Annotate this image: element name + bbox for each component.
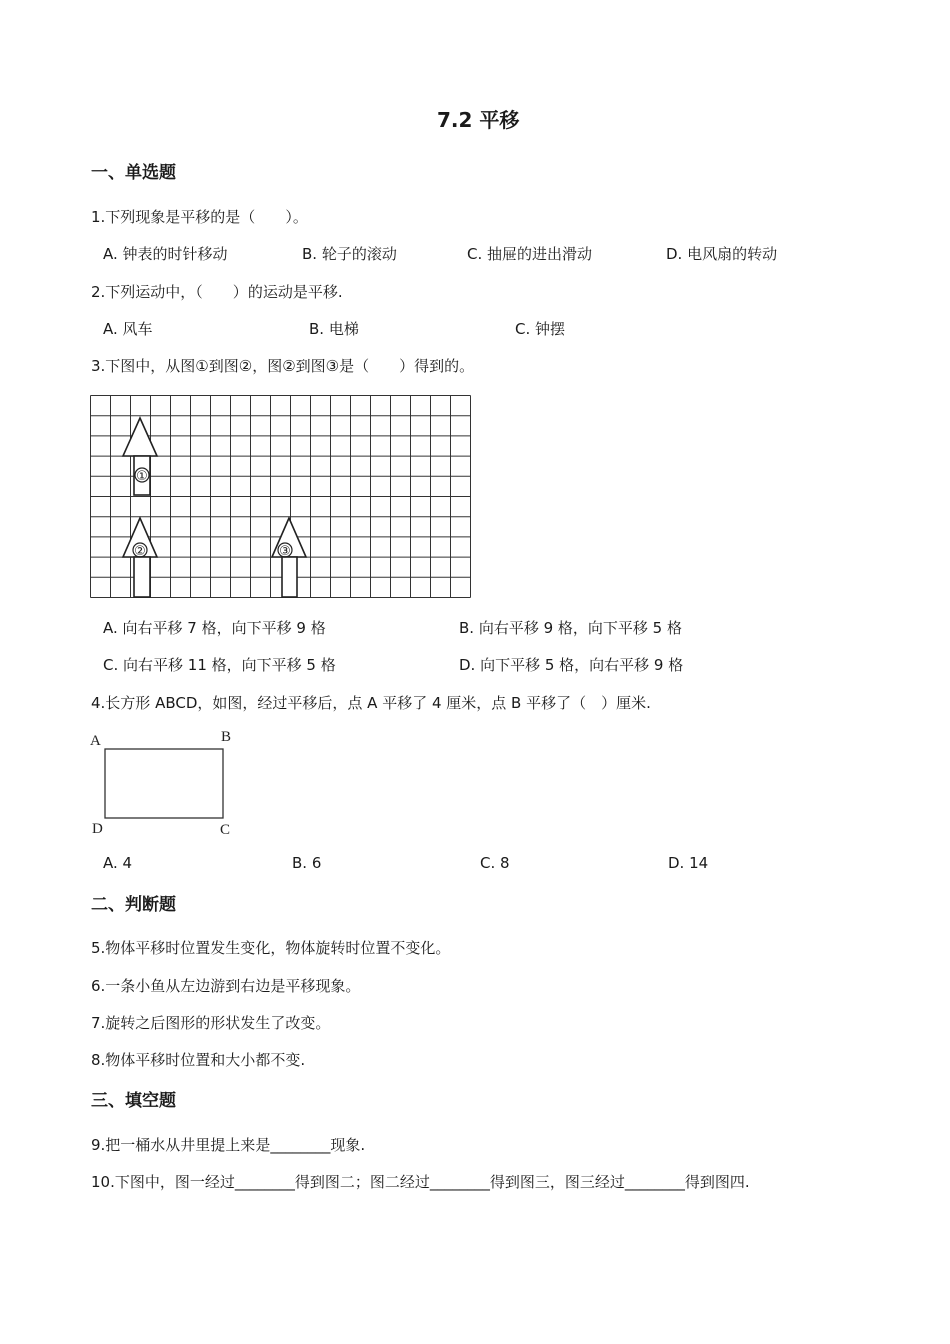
vertex-label-b: B	[221, 729, 232, 745]
question-3-option-a[interactable]: A. 向右平移 7 格，向下平移 9 格	[103, 619, 326, 637]
question-2-option-a[interactable]: A. 风车	[103, 320, 153, 338]
section-heading-true-false: 二、判断题	[91, 895, 176, 915]
figure-label-1: ①	[136, 469, 148, 484]
section-heading-single-choice: 一、单选题	[91, 163, 176, 183]
question-3-option-c[interactable]: C. 向右平移 11 格，向下平移 5 格	[103, 656, 336, 674]
question-4-option-a[interactable]: A. 4	[103, 854, 133, 872]
question-6: 6.一条小鱼从左边游到右边是平移现象。	[91, 977, 361, 995]
question-3-option-b[interactable]: B. 向右平移 9 格，向下平移 5 格	[459, 619, 682, 637]
question-9: 9.把一桶水从井里提上来是________现象.	[91, 1136, 366, 1154]
question-3-stem: 3.下图中，从图①到图②，图②到图③是（ ）得到的。	[91, 357, 475, 375]
figure-label-3: ③	[279, 544, 291, 559]
page-title: 7.2 平移	[437, 108, 520, 132]
question-1-option-d[interactable]: D. 电风扇的转动	[666, 245, 778, 263]
question-7: 7.旋转之后图形的形状发生了改变。	[91, 1014, 331, 1032]
section-heading-fill-in: 三、填空题	[91, 1091, 176, 1111]
question-1-option-b[interactable]: B. 轮子的滚动	[302, 245, 397, 263]
question-3-option-d[interactable]: D. 向下平移 5 格，向右平移 9 格	[459, 656, 684, 674]
question-4-option-c[interactable]: C. 8	[480, 854, 510, 872]
question-2-option-b[interactable]: B. 电梯	[309, 320, 359, 338]
question-1-stem: 1.下列现象是平移的是（ ）。	[91, 208, 308, 226]
question-4-stem: 4.长方形 ABCD，如图，经过平移后，点 A 平移了 4 厘米，点 B 平移了（ ）厘米.	[91, 694, 651, 712]
question-4-option-b[interactable]: B. 6	[292, 854, 322, 872]
figure-label-2: ②	[134, 544, 146, 559]
question-10: 10.下图中，图一经过________得到图二；图二经过________得到图三，图三经过________得到图四.	[91, 1173, 750, 1191]
vertex-label-a: A	[90, 733, 101, 749]
question-4-rectangle-figure	[88, 727, 248, 842]
question-2-stem: 2.下列运动中，（ ）的运动是平移.	[91, 283, 343, 301]
question-1-option-c[interactable]: C. 抽屉的进出滑动	[467, 245, 593, 263]
question-2-option-c[interactable]: C. 钟摆	[515, 320, 566, 338]
question-4-option-d[interactable]: D. 14	[668, 854, 709, 872]
question-8: 8.物体平移时位置和大小都不变.	[91, 1051, 306, 1069]
vertex-label-c: C	[220, 822, 231, 838]
question-3-grid-figure	[90, 395, 474, 599]
question-5: 5.物体平移时位置发生变化，物体旋转时位置不变化。	[91, 939, 451, 957]
vertex-label-d: D	[92, 821, 103, 837]
question-1-option-a[interactable]: A. 钟表的时针移动	[103, 245, 228, 263]
